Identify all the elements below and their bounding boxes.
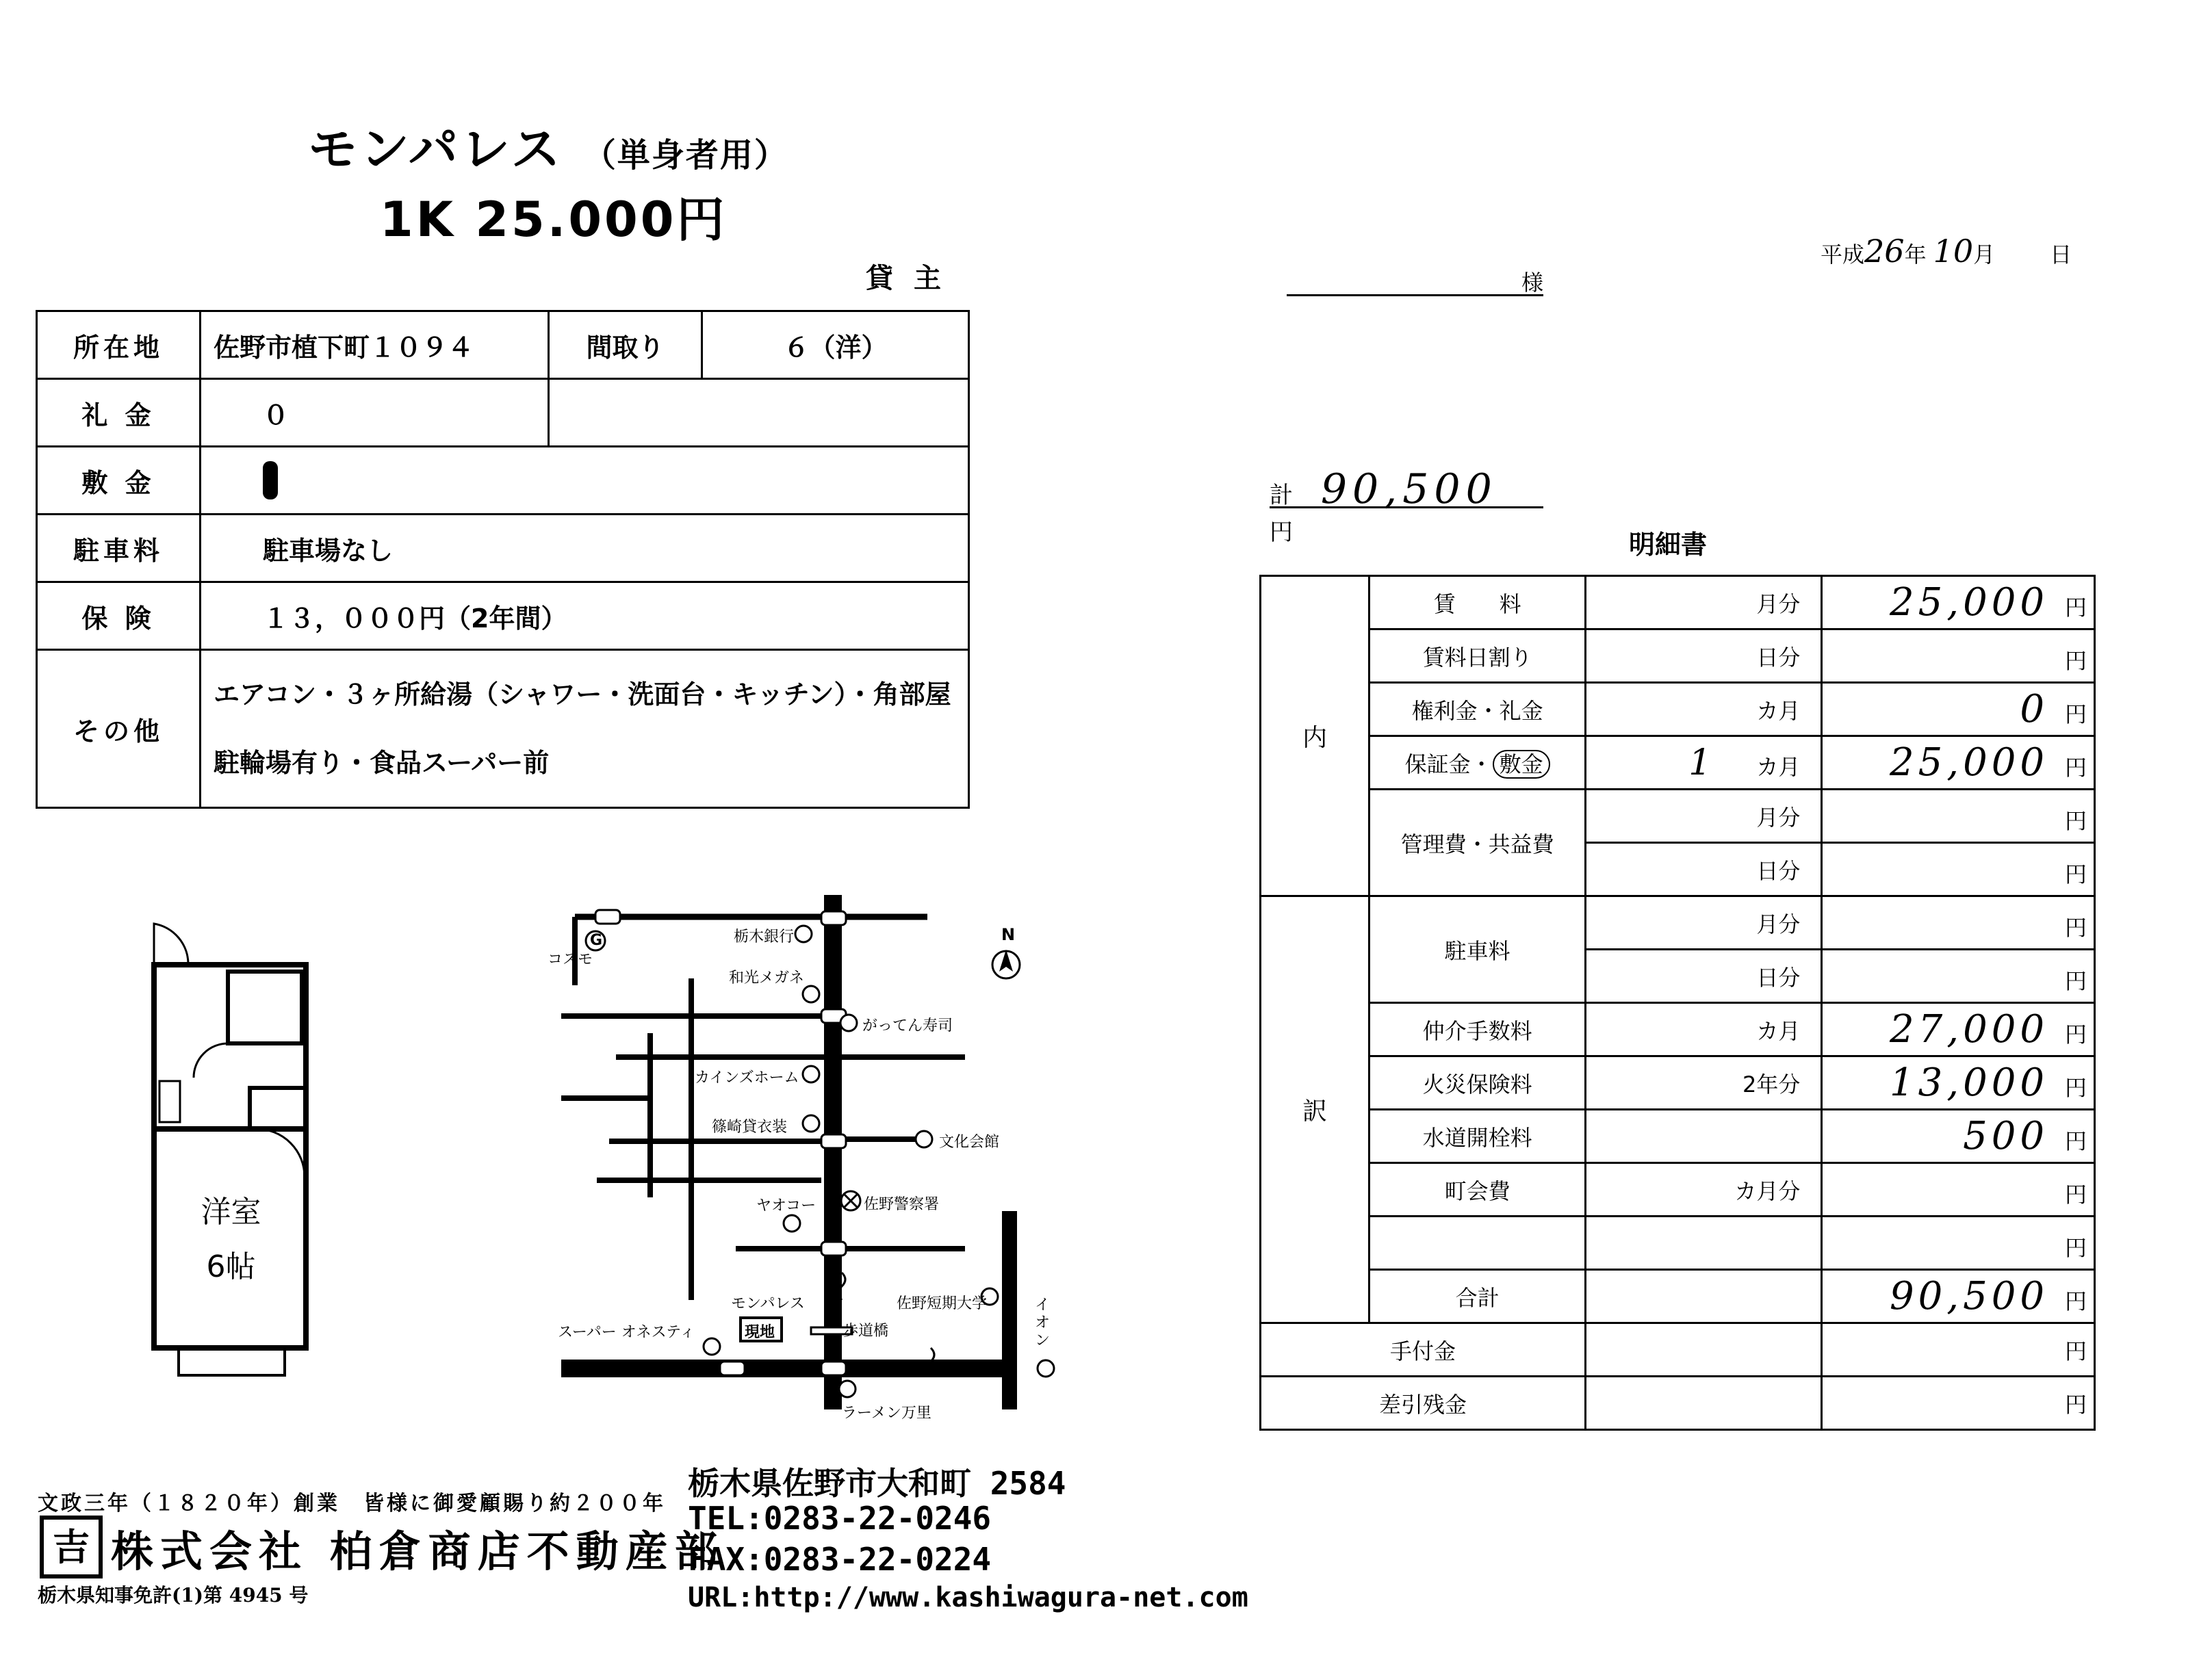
map-drawing [548, 889, 1081, 1437]
key-money-label: 礼 金 [37, 379, 201, 447]
table-row: 合計 90,500 円 [1261, 1270, 2095, 1323]
map-label-cosmo: コスモ [548, 951, 593, 968]
map-label-ramen: ラーメン万里 [842, 1405, 931, 1422]
company-url[interactable]: URL:http://www.kashiwagura-net.com [688, 1582, 1248, 1613]
table-row: 円 [1261, 1217, 2095, 1270]
deposit-value [201, 447, 969, 515]
total-line [1270, 465, 1543, 546]
map-label-sano-college: 佐野短期大学 [897, 1295, 988, 1312]
estimate-date: 平成26年 10月 日 [1821, 233, 2072, 270]
floor-plan-drawing [147, 917, 315, 1389]
map-label-site: 現地 [745, 1324, 775, 1341]
map-label-wako-megane: 和光メガネ [729, 970, 805, 987]
map-label-shinozaki: 篠崎貸衣装 [712, 1119, 788, 1136]
company-fax: FAX:0283-22-0224 [688, 1541, 992, 1578]
map-label-monpalace: モンパレス [731, 1295, 805, 1312]
license-number: 栃木県知事免許(1)第 4945 号 [38, 1584, 309, 1607]
parking-label: 駐車料 [37, 515, 201, 582]
table-row: 差引残金 円 [1261, 1377, 2095, 1430]
table-row: 火災保険料 2年分 13,000 円 [1261, 1056, 2095, 1110]
listing-price: 1K 25.000円 [380, 192, 728, 248]
layout-label: 間取り [549, 311, 702, 379]
table-row: 手付金 円 [1261, 1323, 2095, 1377]
north-arrow-icon: N [1001, 925, 1016, 944]
table-row: 保証金・ 敷金 1 カ月 25,000 円 [1261, 736, 2095, 790]
circled-deposit: 敷金 [1493, 750, 1550, 779]
g-mark-label: G [590, 932, 603, 949]
insurance-label: 保 険 [37, 582, 201, 650]
location-label: 所在地 [37, 311, 201, 379]
table-row: 日分 円 [1261, 950, 2095, 1003]
table-row: 内 賃 料 月分 25,000 円 [1261, 576, 2095, 629]
location-value: 佐野市植下町１０９４ [201, 311, 549, 379]
room-size: 6帖 [206, 1249, 256, 1284]
total-suffix: 円 [1270, 519, 1293, 546]
grand-total-value: 90,500 [1890, 1274, 2048, 1318]
property-table [36, 310, 970, 809]
floor-plan [147, 917, 315, 1389]
table-row: 水道開栓料 500 円 [1261, 1110, 2095, 1163]
table-row [37, 582, 969, 650]
company-logo: 吉 [40, 1516, 103, 1578]
table-row: 賃料日割り 日分 円 [1261, 629, 2095, 683]
company-tel: TEL:0283-22-0246 [688, 1500, 992, 1537]
company-name: 株式会社 柏倉商店不動産部 [111, 1526, 724, 1576]
map-label-bunka-kaikan: 文化会館 [939, 1134, 1000, 1151]
total-prefix: 計 [1270, 482, 1293, 509]
map-label-aeon: イオン [1035, 1297, 1051, 1349]
table-row: 町会費 カ月分 円 [1261, 1163, 2095, 1217]
table-row: 訳 駐車料 月分 円 [1261, 896, 2095, 950]
table-row: 管理費・共益費 月分 円 [1261, 790, 2095, 843]
balance-label: 差引残金 [1261, 1377, 1586, 1430]
map-label-footbridge: 歩道橋 [843, 1323, 889, 1340]
table-row: 仲介手数料 カ月 27,000 円 [1261, 1003, 2095, 1056]
listing-title [308, 109, 788, 181]
empty-cell [549, 379, 969, 447]
table-row [37, 515, 969, 582]
table-row [37, 379, 969, 447]
other-line-2: 駐輪場有り・食品スーパー前 [214, 748, 550, 778]
map-label-super-honesty: スーパー オネスティ [558, 1324, 695, 1341]
other-label: その他 [37, 650, 201, 808]
deposit-months: 1 [1688, 742, 1716, 783]
established-line: 文政三年（１８２０年）創業 皆様に御愛顧賜り約２００年 [38, 1492, 666, 1516]
building-name: モンパレス [308, 120, 563, 178]
statement-title: 明細書 [1629, 530, 1708, 560]
map-label-yaoko: ヤオコー [756, 1197, 816, 1214]
table-row: 日分 円 [1261, 843, 2095, 896]
room-label: 洋室 [201, 1195, 261, 1230]
estimate-table [1259, 575, 2096, 1431]
side-label-bottom: 訳 [1261, 896, 1369, 1323]
table-row: 権利金・礼金 カ月 0 円 [1261, 683, 2095, 736]
customer-line [1287, 265, 1543, 296]
other-line-1: エアコン・３ヶ所給湯（シャワー・洗面台・キッチン）・角部屋 [214, 679, 951, 710]
location-map [548, 889, 1081, 1437]
layout-value: ６（洋） [702, 311, 969, 379]
parking-value: 駐車場なし [201, 515, 969, 582]
table-row [37, 311, 969, 379]
map-label-tochigi-bank: 栃木銀行 [734, 928, 795, 946]
redaction-mark [263, 461, 278, 499]
map-label-gatten-sushi: がってん寿司 [862, 1017, 953, 1035]
side-label-top: 内 [1261, 576, 1369, 896]
deposit-paid-label: 手付金 [1261, 1323, 1586, 1377]
insurance-value: １３，０００円（2年間） [201, 582, 969, 650]
key-money-value: ０ [201, 379, 549, 447]
table-row [37, 650, 969, 808]
map-label-cainz-home: カインズホーム [695, 1069, 799, 1087]
date-month: 10 [1933, 233, 1974, 270]
company-address: 栃木県佐野市大和町 2584 [688, 1465, 1066, 1502]
customer-suffix: 様 [1521, 270, 1543, 296]
table-row [37, 447, 969, 515]
landlord-label: 貸主 [866, 263, 962, 294]
deposit-label: 敷 金 [37, 447, 201, 515]
total-value: 90,500 [1320, 465, 1497, 513]
building-subtitle: （単身者用） [582, 136, 788, 174]
map-label-police: 佐野警察署 [864, 1196, 940, 1213]
other-value [201, 650, 969, 808]
date-year: 26 [1864, 233, 1905, 270]
